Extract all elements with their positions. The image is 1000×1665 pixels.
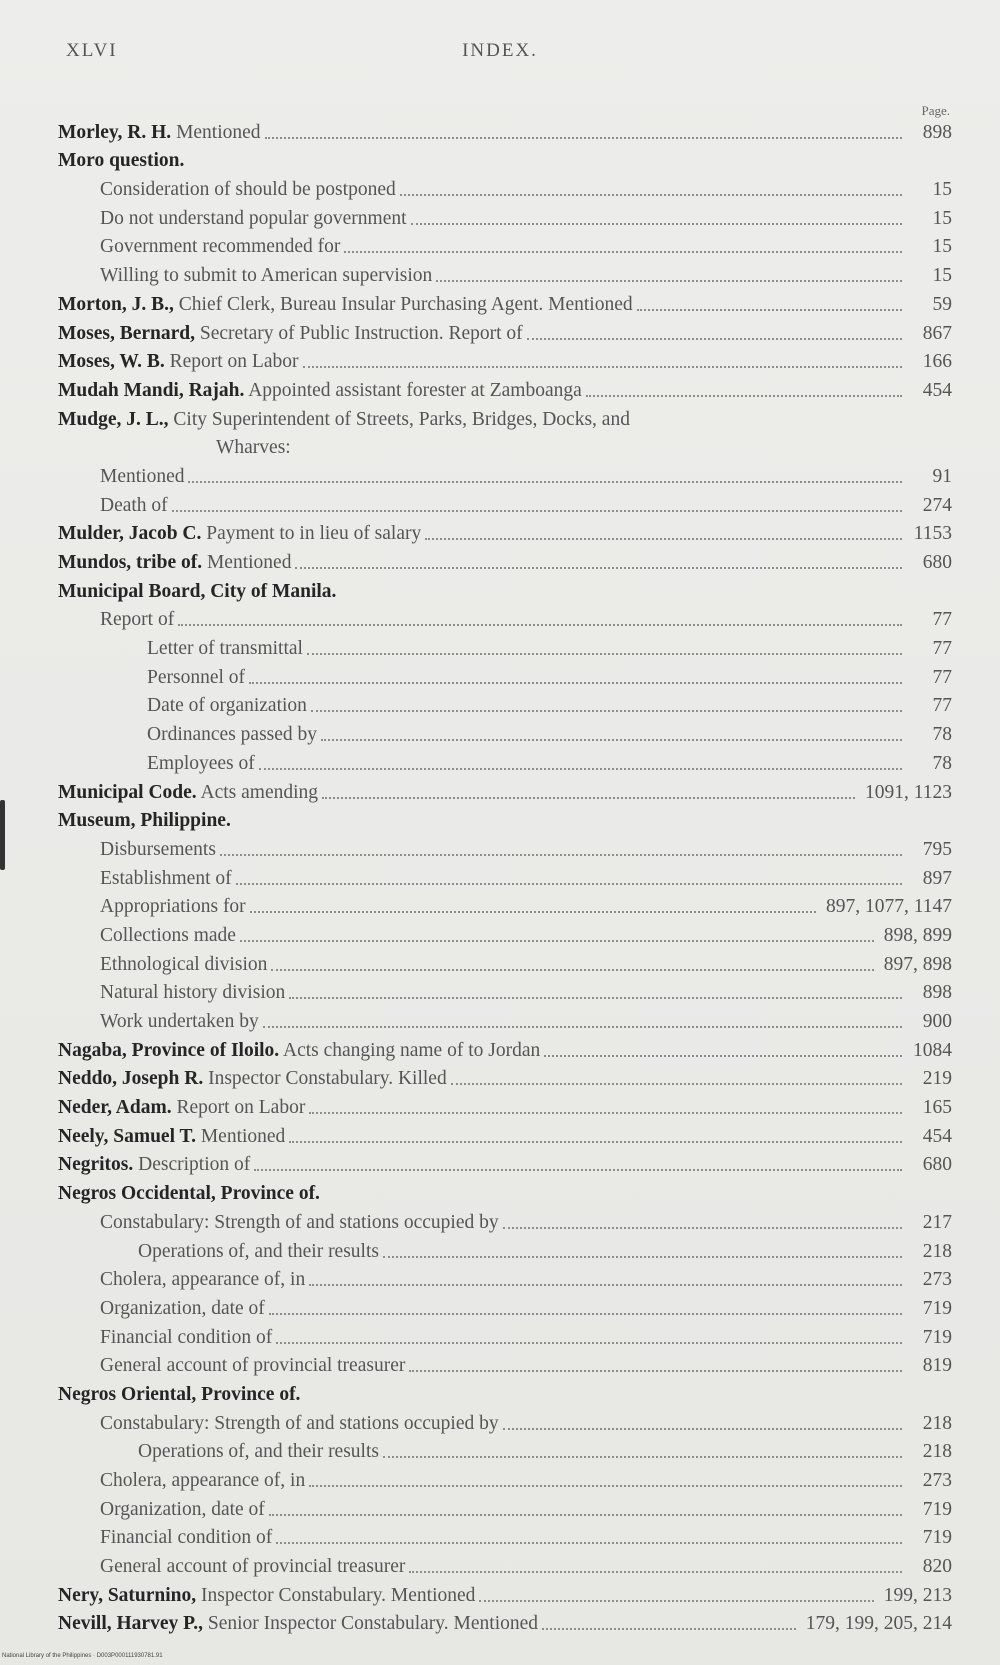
entry-text xyxy=(58,380,582,402)
entry-description: Report on Labor xyxy=(169,351,299,373)
entry-text xyxy=(100,1327,272,1349)
entry-page-ref: 273 xyxy=(922,1470,952,1491)
dot-leader xyxy=(311,710,902,712)
dot-leader xyxy=(425,538,902,540)
entry-text xyxy=(100,1556,405,1578)
index-entry xyxy=(0,545,1000,574)
entry-text xyxy=(100,1355,405,1377)
entry-text xyxy=(58,1126,285,1148)
entry-text xyxy=(138,1441,379,1463)
index-entry xyxy=(0,287,1000,316)
entry-page-ref: 273 xyxy=(922,1269,952,1291)
entry-name: Mudah Mandi, Rajah. xyxy=(58,379,245,401)
index-subentry xyxy=(0,1263,1000,1292)
index-entry xyxy=(0,1578,1000,1607)
entry-description: Establishment of xyxy=(100,867,232,889)
entry-text xyxy=(100,982,285,1004)
index-entry xyxy=(0,574,1000,603)
entry-page-ref: 680 xyxy=(922,552,952,573)
dot-leader xyxy=(344,251,902,253)
dot-leader xyxy=(240,940,874,942)
dot-leader xyxy=(586,395,902,397)
entry-text xyxy=(58,351,299,373)
entry-description: Operations of, and their results xyxy=(138,1441,379,1463)
entry-page-ref: 897, 1077, 1147 xyxy=(825,896,952,918)
dot-leader xyxy=(307,653,902,655)
entry-text xyxy=(100,1527,272,1549)
index-entry xyxy=(0,517,1000,546)
entry-page-ref: 179, 199, 205, 214 xyxy=(805,1613,952,1635)
entry-description: Disbursements xyxy=(100,838,216,860)
entry-page-ref: 219 xyxy=(922,1068,952,1090)
index-subentry xyxy=(0,976,1000,1005)
index-subentry xyxy=(0,746,1000,775)
entry-page-ref: 719 xyxy=(922,1297,952,1319)
entry-description: Wharves: xyxy=(216,437,291,459)
index-subentry xyxy=(0,1004,1000,1033)
entry-page-ref: 77 xyxy=(932,695,952,717)
entry-text xyxy=(100,495,168,517)
entry-name: Municipal Board, City of Manila. xyxy=(58,580,337,602)
entry-page-ref: 77 xyxy=(932,638,952,660)
entry-text xyxy=(58,1585,475,1607)
index-subentry xyxy=(0,201,1000,230)
entry-description: Work undertaken by xyxy=(100,1011,259,1032)
entry-text xyxy=(147,695,307,717)
entry-page-ref: 719 xyxy=(922,1326,952,1348)
index-subentry xyxy=(0,230,1000,259)
entry-text xyxy=(147,638,303,660)
entry-text xyxy=(100,839,216,861)
entry-description: Government recommended for xyxy=(100,236,341,258)
entry-name: Municipal Code. xyxy=(58,781,197,803)
dot-leader xyxy=(263,1026,902,1028)
dot-leader xyxy=(289,997,902,999)
entry-page-ref: 77 xyxy=(932,609,952,631)
dot-leader xyxy=(400,194,902,196)
index-entry xyxy=(0,144,1000,173)
entry-description: Acts changing name of to Jordan xyxy=(283,1039,541,1061)
entry-description: Employees of xyxy=(147,752,255,774)
dot-leader xyxy=(436,280,902,282)
index-subentry xyxy=(0,172,1000,201)
entry-page-ref: 77 xyxy=(932,666,952,688)
entry-description: Senior Inspector Constabulary. Mentioned xyxy=(207,1613,539,1635)
entry-text xyxy=(100,179,396,201)
dot-leader xyxy=(254,1169,902,1171)
entry-description: Date of organization xyxy=(147,695,307,717)
entry-text xyxy=(100,1470,305,1492)
dot-leader xyxy=(303,366,903,368)
entry-page-ref: 15 xyxy=(932,236,952,258)
entry-text xyxy=(58,1183,320,1205)
entry-page-ref: 15 xyxy=(932,207,952,229)
entry-name: Negritos. xyxy=(58,1154,134,1176)
index-subentry xyxy=(0,631,1000,660)
dot-leader xyxy=(276,1542,902,1544)
index-subentry xyxy=(0,832,1000,861)
entry-description: Mentioned xyxy=(100,465,185,487)
entry-page-ref: 897 xyxy=(922,867,952,889)
entry-page-ref: 900 xyxy=(922,1011,952,1032)
index-subentry xyxy=(0,689,1000,718)
entry-name: Morley, R. H. xyxy=(58,121,172,143)
entry-description: City Superintendent of Streets, Parks, Bridges, Docks, and xyxy=(173,408,630,430)
index-list xyxy=(0,115,1000,1635)
dot-leader xyxy=(178,624,902,626)
entry-name: Moses, W. B. xyxy=(58,351,165,373)
page-number: XLVI xyxy=(66,40,118,61)
dot-leader xyxy=(172,510,902,512)
entry-page-ref: 898 xyxy=(922,121,952,143)
entry-description: Organization, date of xyxy=(100,1498,265,1520)
dot-leader xyxy=(409,1370,902,1372)
entry-page-ref: 819 xyxy=(922,1355,952,1377)
index-entry xyxy=(0,1377,1000,1406)
index-subentry xyxy=(0,717,1000,746)
entry-description: General account of provincial treasurer xyxy=(100,1556,406,1578)
entry-text xyxy=(100,896,246,918)
dot-leader xyxy=(383,1456,902,1458)
dot-leader xyxy=(451,1083,902,1085)
index-entry xyxy=(0,1090,1000,1119)
index-subentry xyxy=(0,1349,1000,1378)
entry-page-ref: 217 xyxy=(922,1211,952,1233)
dot-leader xyxy=(309,1485,902,1487)
index-subentry xyxy=(0,459,1000,488)
entry-text xyxy=(100,1413,499,1435)
entry-name: Museum, Philippine. xyxy=(58,810,231,832)
entry-description: Acts amending xyxy=(200,781,319,803)
entry-text xyxy=(58,122,261,144)
footer-credit: National Library of the Philippines · D003P000111930781.91 xyxy=(2,1653,163,1659)
entry-description: Financial condition of xyxy=(100,1527,273,1549)
entry-page-ref: 867 xyxy=(922,322,952,344)
entry-description: Collections made xyxy=(100,924,236,946)
entry-text xyxy=(58,150,184,172)
dot-leader xyxy=(411,223,902,225)
entry-name: Nery, Saturnino, xyxy=(58,1584,197,1606)
entry-page-ref: 897, 898 xyxy=(883,953,952,975)
dot-leader xyxy=(188,481,902,483)
entry-text xyxy=(58,1097,305,1119)
dot-leader xyxy=(250,911,816,913)
entry-text xyxy=(100,868,232,890)
index-entry xyxy=(0,115,1000,144)
dot-leader xyxy=(527,338,902,340)
entry-text xyxy=(58,523,421,545)
entry-page-ref: 15 xyxy=(932,265,952,287)
index-entry xyxy=(0,775,1000,804)
index-subentry xyxy=(0,1435,1000,1464)
entry-page-ref: 199, 213 xyxy=(883,1584,952,1606)
entry-page-ref: 454 xyxy=(922,1125,952,1147)
entry-text xyxy=(58,1040,540,1062)
entry-text xyxy=(58,581,336,603)
index-entry xyxy=(0,1062,1000,1091)
entry-text xyxy=(147,667,245,689)
entry-page-ref: 274 xyxy=(922,494,952,516)
dot-leader xyxy=(236,883,902,885)
dot-leader xyxy=(265,137,902,139)
entry-page-ref: 719 xyxy=(922,1498,952,1520)
entry-text xyxy=(100,1298,265,1320)
entry-description: Inspector Constabulary. Killed xyxy=(208,1068,447,1090)
entry-page-ref: 91 xyxy=(932,465,952,487)
entry-description: Secretary of Public Instruction. Report of xyxy=(199,322,523,344)
entry-description: Financial condition of xyxy=(100,1326,273,1348)
index-entry xyxy=(0,345,1000,374)
entry-text xyxy=(138,1241,379,1263)
entry-text xyxy=(100,265,432,287)
page-header xyxy=(0,40,1000,70)
index-subentry xyxy=(0,890,1000,919)
entry-page-ref: 78 xyxy=(932,752,952,774)
dot-leader xyxy=(542,1628,796,1630)
entry-text xyxy=(58,323,523,345)
index-entry xyxy=(0,1607,1000,1636)
entry-name: Nevill, Harvey P., xyxy=(58,1613,203,1635)
index-subentry xyxy=(0,1521,1000,1550)
entry-description: Description of xyxy=(138,1154,251,1176)
entry-description: Report of xyxy=(100,609,175,631)
entry-description: Ordinances passed by xyxy=(147,724,318,746)
entry-page-ref: 1091, 1123 xyxy=(864,781,952,803)
entry-name: Neder, Adam. xyxy=(58,1097,172,1119)
index-entry xyxy=(0,1119,1000,1148)
dot-leader xyxy=(259,768,902,770)
entry-text xyxy=(58,782,318,804)
entry-page-ref: 1153 xyxy=(913,523,952,545)
entry-page-ref: 719 xyxy=(922,1527,952,1549)
index-subentry xyxy=(0,1320,1000,1349)
entry-page-ref: 218 xyxy=(922,1441,952,1463)
index-subentry xyxy=(0,1234,1000,1263)
entry-page-ref: 898, 899 xyxy=(883,924,952,946)
entry-text xyxy=(58,409,630,431)
entry-text xyxy=(100,1011,259,1033)
index-subentry xyxy=(0,660,1000,689)
dot-leader xyxy=(637,309,902,311)
entry-description: Letter of transmittal xyxy=(147,638,303,660)
dot-leader xyxy=(295,567,902,569)
dot-leader xyxy=(269,1313,902,1315)
dot-leader xyxy=(383,1256,902,1258)
entry-page-ref: 59 xyxy=(932,293,952,315)
index-subentry xyxy=(0,1291,1000,1320)
page-title: INDEX. xyxy=(462,40,538,61)
dot-leader xyxy=(503,1227,902,1229)
dot-leader xyxy=(271,969,873,971)
index-subentry xyxy=(0,603,1000,632)
entry-page-ref: 820 xyxy=(922,1556,952,1578)
entry-text xyxy=(58,1613,538,1635)
entry-description: Chief Clerk, Bureau Insular Purchasing Agent. Mentioned xyxy=(178,293,633,315)
index-subentry xyxy=(0,1406,1000,1435)
index-entry xyxy=(0,373,1000,402)
entry-description: General account of provincial treasurer xyxy=(100,1355,406,1377)
index-subentry xyxy=(0,861,1000,890)
entry-text xyxy=(58,810,231,832)
page-edge-shadow xyxy=(0,800,5,870)
dot-leader xyxy=(276,1342,902,1344)
entry-page-ref: 1084 xyxy=(913,1039,952,1061)
entry-name: Morton, J. B., xyxy=(58,293,174,315)
dot-leader xyxy=(503,1428,902,1430)
entry-description: Payment to in lieu of salary xyxy=(206,523,422,545)
index-subentry xyxy=(0,1205,1000,1234)
index-subentry xyxy=(0,1492,1000,1521)
entry-description: Do not understand popular government xyxy=(100,207,407,229)
entry-text xyxy=(147,753,255,775)
entry-description: Report on Labor xyxy=(176,1097,306,1119)
index-subentry xyxy=(0,947,1000,976)
entry-text xyxy=(100,236,340,258)
entry-description: Mentioned xyxy=(206,552,292,573)
dot-leader xyxy=(269,1514,902,1516)
entry-name: Nagaba, Province of Iloilo. xyxy=(58,1039,280,1061)
entry-text xyxy=(100,609,174,631)
entry-page-ref: 15 xyxy=(932,179,952,201)
entry-text xyxy=(100,1499,265,1521)
dot-leader xyxy=(249,682,902,684)
entry-text xyxy=(58,1384,300,1406)
entry-text xyxy=(100,208,407,230)
index-subentry xyxy=(0,488,1000,517)
entry-name: Moses, Bernard, xyxy=(58,322,196,344)
entry-text xyxy=(100,954,267,976)
entry-text xyxy=(58,294,633,316)
index-subentry xyxy=(0,918,1000,947)
dot-leader xyxy=(309,1112,902,1114)
entry-description: Cholera, appearance of, in xyxy=(100,1269,306,1291)
entry-name: Moro question. xyxy=(58,150,185,172)
entry-name: Neely, Samuel T. xyxy=(58,1125,196,1147)
dot-leader xyxy=(309,1284,902,1286)
entry-name: Neddo, Joseph R. xyxy=(58,1068,204,1090)
entry-name: Mulder, Jacob C. xyxy=(58,523,202,545)
entry-text xyxy=(100,1269,305,1291)
entry-name: Mundos, tribe of. xyxy=(58,552,203,573)
index-entry xyxy=(0,316,1000,345)
entry-page-ref: 165 xyxy=(922,1097,952,1119)
entry-description: Mentioned xyxy=(176,121,261,143)
entry-description: Consideration of should be postponed xyxy=(100,179,396,201)
entry-description: Appointed assistant forester at Zamboanga xyxy=(248,379,582,401)
entry-page-ref: 166 xyxy=(922,351,952,373)
entry-description: Organization, date of xyxy=(100,1297,265,1319)
entry-description: Natural history division xyxy=(100,982,286,1004)
entry-description: Appropriations for xyxy=(100,896,246,918)
entry-text xyxy=(147,724,317,746)
entry-name: Negros Occidental, Province of. xyxy=(58,1183,320,1205)
entry-name: Mudge, J. L., xyxy=(58,408,169,430)
index-subentry xyxy=(0,1549,1000,1578)
index-subentry xyxy=(0,258,1000,287)
entry-text xyxy=(58,1068,447,1090)
dot-leader xyxy=(289,1141,902,1143)
entry-description: Personnel of xyxy=(147,666,246,688)
dot-leader xyxy=(321,739,902,741)
entry-description: Operations of, and their results xyxy=(138,1240,379,1262)
entry-text xyxy=(58,1154,250,1176)
entry-page-ref: 454 xyxy=(922,379,952,401)
index-entry xyxy=(0,1176,1000,1205)
index-subentry xyxy=(0,1463,1000,1492)
entry-description: Willing to submit to American supervision xyxy=(100,265,433,287)
entry-page-ref: 795 xyxy=(922,838,952,860)
index-entry-continuation xyxy=(0,431,1000,460)
index-entry xyxy=(0,1148,1000,1177)
entry-description: Death of xyxy=(100,494,168,516)
entry-text xyxy=(58,552,291,574)
entry-description: Ethnological division xyxy=(100,953,268,975)
entry-page-ref: 680 xyxy=(922,1154,952,1176)
index-entry xyxy=(0,804,1000,833)
dot-leader xyxy=(409,1571,902,1573)
entry-text xyxy=(100,466,184,488)
entry-description: Constabulary: Strength of and stations occupied by xyxy=(100,1211,499,1233)
entry-page-ref: 78 xyxy=(932,724,952,746)
dot-leader xyxy=(322,797,855,799)
entry-name: Negros Oriental, Province of. xyxy=(58,1383,301,1405)
entry-page-ref: 218 xyxy=(922,1412,952,1434)
page-column-label: Page. xyxy=(921,103,950,118)
entry-description: Cholera, appearance of, in xyxy=(100,1470,306,1491)
entry-text xyxy=(100,1212,499,1234)
dot-leader xyxy=(544,1055,902,1057)
index-entry xyxy=(0,1033,1000,1062)
entry-page-ref: 898 xyxy=(922,982,952,1004)
entry-description: Constabulary: Strength of and stations occupied by xyxy=(100,1412,499,1434)
entry-text xyxy=(100,925,236,947)
entry-description: Mentioned xyxy=(200,1125,286,1147)
entry-description: Inspector Constabulary. Mentioned xyxy=(201,1584,476,1606)
entry-page-ref: 218 xyxy=(922,1240,952,1262)
dot-leader xyxy=(220,854,902,856)
dot-leader xyxy=(479,1600,873,1602)
index-entry xyxy=(0,402,1000,431)
